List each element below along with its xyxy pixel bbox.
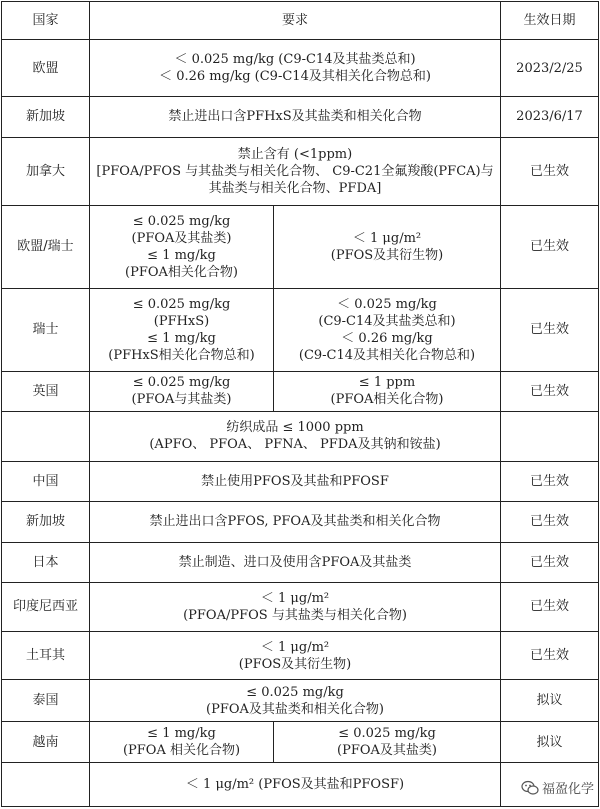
requirement-line: (PFOA及其盐类): [131, 230, 232, 246]
requirement-cell-secondary: [274, 205, 501, 288]
requirement-cell: [90, 631, 501, 680]
requirement-line: ≤ 0.025 mg/kg: [132, 375, 231, 391]
country-cell: 新加坡: [2, 502, 90, 543]
header-row: [2, 2, 599, 40]
requirement-line: (PFOA及其盐类和相关化合物): [206, 701, 384, 717]
country-cell: 日本: [2, 542, 90, 583]
country-cell: 土耳其: [2, 631, 90, 680]
requirement-cell: [90, 371, 274, 412]
table-body: [2, 2, 599, 807]
requirement-cell: [90, 502, 501, 543]
requirement-cell: [90, 721, 274, 763]
requirement-cell: [90, 40, 501, 97]
country-cell: 泰国: [2, 680, 90, 722]
requirement-line: (C9-C14及其盐类总和): [318, 313, 456, 329]
table-row: [2, 205, 599, 288]
country-cell: [2, 412, 90, 462]
requirement-cell: [90, 137, 501, 205]
table-row: [2, 721, 599, 763]
requirement-line: ≤ 0.025 mg/kg: [132, 213, 231, 229]
table-row: [2, 288, 599, 371]
requirement-cell-secondary: [274, 288, 501, 371]
wechat-icon: [521, 780, 539, 796]
regulation-table: [1, 1, 599, 807]
requirement-cell: [90, 461, 501, 502]
table-row: [2, 542, 599, 583]
requirement-line: ≤ 0.025 mg/kg: [338, 726, 436, 742]
country-cell: 越南: [2, 721, 90, 763]
requirement-line: 禁止使用PFOS及其盐和PFOSF: [201, 473, 389, 489]
table-row: [2, 763, 599, 807]
requirement-cell: [90, 680, 501, 722]
country-cell: 欧盟/瑞士: [2, 205, 90, 288]
table-row: [2, 40, 599, 97]
requirement-line: ＜ 0.025 mg/kg (C9-C14及其盐类总和): [174, 52, 416, 68]
table-row: [2, 137, 599, 205]
requirement-cell: [90, 583, 501, 632]
requirement-cell: [90, 763, 501, 807]
requirement-line: ＜ 1 μg/m²: [260, 639, 330, 655]
requirement-line: (PFOA 相关化合物): [122, 743, 241, 759]
table-row: [2, 631, 599, 680]
requirement-line: 禁止含有 (<1ppm): [237, 146, 353, 162]
requirement-line: (PFOS及其衍生物): [238, 656, 352, 672]
effective-date-cell: 已生效: [501, 542, 599, 583]
requirement-cell: [90, 542, 501, 583]
requirement-line: (PFOA与其盐类): [131, 392, 232, 408]
requirement-cell-secondary: [274, 721, 501, 763]
requirement-cell: [90, 205, 274, 288]
requirement-line: (PFOA及其盐类): [337, 743, 437, 759]
requirement-cell: [90, 412, 501, 462]
requirement-line: ≤ 1 mg/kg: [147, 726, 216, 742]
effective-date-cell: 已生效: [501, 583, 599, 632]
country-cell: 英国: [2, 371, 90, 412]
table-row: [2, 583, 599, 632]
table-row: [2, 97, 599, 138]
country-cell: 新加坡: [2, 97, 90, 138]
requirement-line: 纺织成品 ≤ 1000 ppm: [226, 420, 364, 436]
country-cell: [2, 763, 90, 807]
effective-date-cell: 拟议: [501, 680, 599, 722]
country-cell: 加拿大: [2, 137, 90, 205]
effective-date-cell: 已生效: [501, 502, 599, 543]
effective-date-cell: [501, 412, 599, 462]
header-country: 国家: [2, 2, 90, 40]
requirement-line: (PFHxS相关化合物总和): [108, 347, 255, 363]
requirement-line: (PFOA相关化合物): [125, 264, 238, 280]
requirement-line: ＜ 0.26 mg/kg: [341, 330, 433, 346]
watermark-text: 福盈化学: [541, 782, 594, 797]
effective-date-cell: 已生效: [501, 371, 599, 412]
requirement-line: ＜ 0.26 mg/kg (C9-C14及其相关化合物总和): [159, 69, 431, 85]
country-cell: 瑞士: [2, 288, 90, 371]
table-row: [2, 371, 599, 412]
watermark: [521, 778, 594, 797]
country-cell: 欧盟: [2, 40, 90, 97]
table-row: [2, 502, 599, 543]
requirement-line: ＜ 1 μg/m²: [352, 230, 422, 246]
effective-date-cell: 已生效: [501, 288, 599, 371]
table-row: [2, 461, 599, 502]
requirement-line: 禁止进出口含PFOS, PFOA及其盐类和相关化合物: [149, 514, 441, 530]
requirement-line: ≤ 1 ppm: [358, 375, 416, 391]
requirement-line: (PFOS及其衍生物): [330, 247, 444, 263]
requirement-cell-secondary: [274, 371, 501, 412]
requirement-cell: [90, 97, 501, 138]
requirement-line: ＜ 1 μg/m² (PFOS及其盐和PFOSF): [185, 777, 405, 793]
requirement-line: (APFO、 PFOA、 PFNA、 PFDA及其钠和铵盐): [149, 437, 441, 453]
country-cell: 中国: [2, 461, 90, 502]
effective-date-cell: 拟议: [501, 721, 599, 763]
effective-date-cell: 2023/6/17: [501, 97, 599, 138]
requirement-line: ≤ 0.025 mg/kg: [132, 296, 231, 312]
requirement-line: (PFOA/PFOS 与其盐类与相关化合物): [183, 607, 407, 623]
table-row: [2, 412, 599, 462]
requirement-line: ≤ 1 mg/kg: [147, 330, 216, 346]
effective-date-cell: 已生效: [501, 461, 599, 502]
requirement-line: ＜ 1 μg/m²: [260, 590, 330, 606]
requirement-cell: [90, 288, 274, 371]
country-cell: 印度尼西亚: [2, 583, 90, 632]
requirement-line: (PFOA相关化合物): [330, 392, 444, 408]
header-effective-date: 生效日期: [501, 2, 599, 40]
effective-date-cell: 2023/2/25: [501, 40, 599, 97]
requirement-line: 禁止进出口含PFHxS及其盐类和相关化合物: [168, 109, 422, 125]
requirement-line: (PFHxS): [153, 313, 210, 329]
effective-date-cell: 已生效: [501, 137, 599, 205]
requirement-line: ＜ 0.025 mg/kg: [337, 296, 437, 312]
header-requirement: 要求: [90, 2, 501, 40]
effective-date-cell: 已生效: [501, 631, 599, 680]
effective-date-cell: 已生效: [501, 205, 599, 288]
requirement-line: 禁止制造、进口及使用含PFOA及其盐类: [178, 554, 412, 570]
requirement-line: (C9-C14及其相关化合物总和): [298, 347, 476, 363]
requirement-line: ≤ 0.025 mg/kg: [246, 684, 344, 700]
requirement-line: ≤ 1 mg/kg: [147, 247, 216, 263]
requirement-line: [PFOA/PFOS 与其盐类与相关化合物、 C9-C21全氟羧酸(PFCA)与其盐类与相关化合物、PFDA]: [96, 163, 494, 196]
table-row: [2, 680, 599, 722]
